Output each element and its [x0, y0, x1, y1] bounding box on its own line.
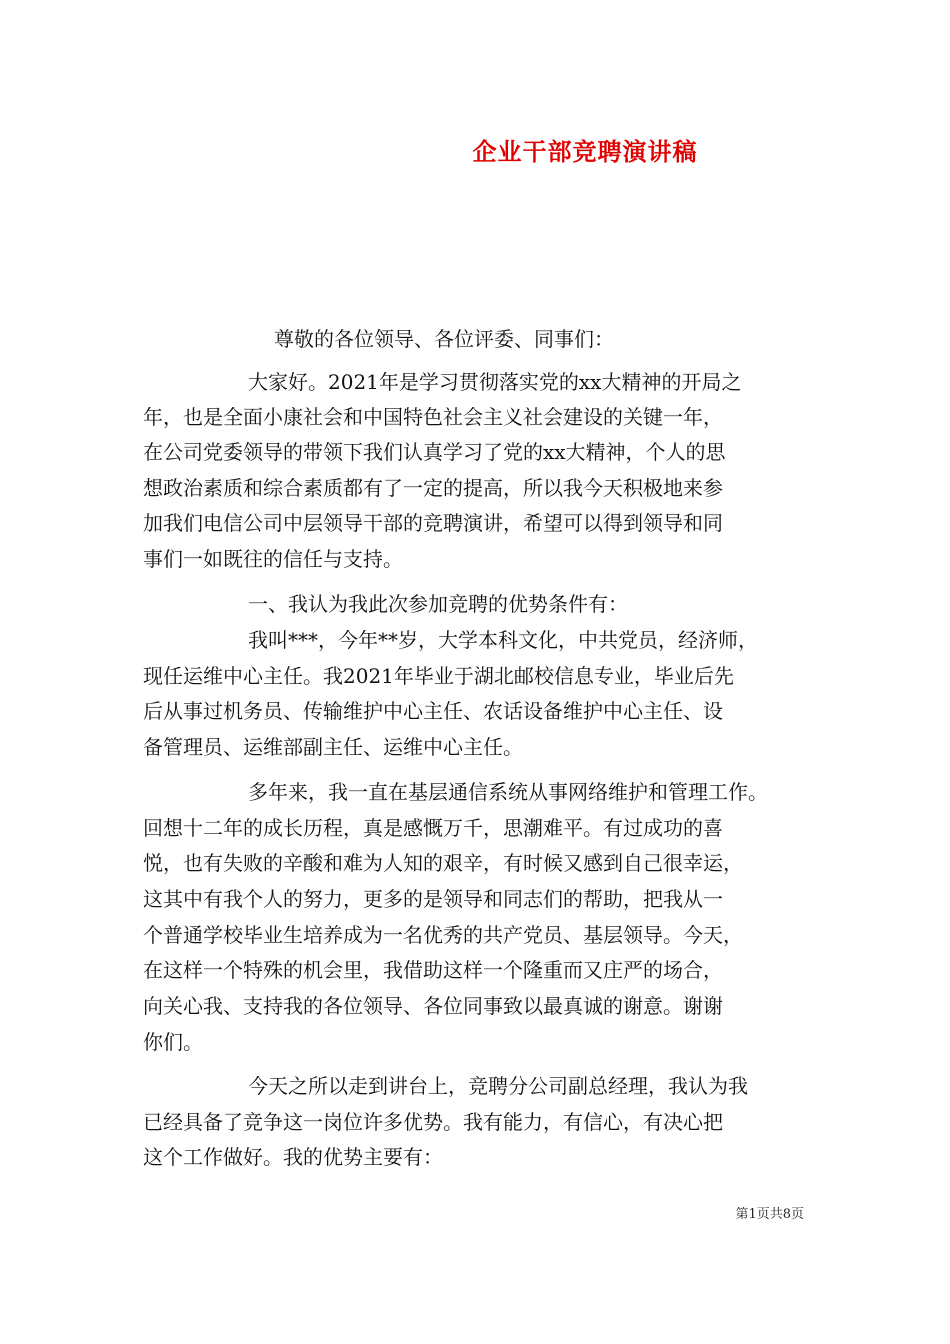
paragraph-line: 在这样一个特殊的机会里，我借助这样一个隆重而又庄严的场合， — [143, 958, 723, 982]
paragraph-line: 个普通学校毕业生培养成为一名优秀的共产党员、基层领导。今天， — [143, 923, 743, 947]
paragraph-line: 这其中有我个人的努力，更多的是领导和同志们的帮助，把我从一 — [143, 887, 723, 911]
paragraph-line: 现任运维中心主任。我2021年毕业于湖北邮校信息专业，毕业后先 — [143, 664, 734, 688]
paragraph-line: 已经具备了竞争这一岗位许多优势。我有能力，有信心，有决心把 — [143, 1110, 723, 1134]
paragraph-line: 事们一如既往的信任与支持。 — [143, 547, 403, 571]
paragraph-line: 在公司党委领导的带领下我们认真学习了党的xx大精神，个人的思 — [143, 440, 726, 464]
paragraph-line: 年，也是全面小康社会和中国特色社会主义社会建设的关键一年， — [143, 405, 723, 429]
paragraph-line: 想政治素质和综合素质都有了一定的提高，所以我今天积极地来参 — [143, 476, 723, 500]
paragraph-line: 备管理员、运维部副主任、运维中心主任。 — [143, 735, 523, 759]
paragraph-line: 我叫***，今年**岁，大学本科文化，中共党员，经济师， — [248, 628, 758, 652]
paragraph-line: 加我们电信公司中层领导干部的竞聘演讲，希望可以得到领导和同 — [143, 511, 723, 535]
paragraph-line: 回想十二年的成长历程，真是感慨万千，思潮难平。有过成功的喜 — [143, 816, 723, 840]
paragraph-line: 一、我认为我此次参加竞聘的优势条件有： — [248, 592, 628, 616]
document-title — [0, 132, 950, 167]
paragraph-line: 尊敬的各位领导、各位评委、同事们： — [274, 327, 614, 351]
paragraph-line: 大家好。2021年是学习贯彻落实党的xx大精神的开局之 — [248, 370, 742, 394]
paragraph-line: 后从事过机务员、传输维护中心主任、农话设备维护中心主任、设 — [143, 699, 723, 723]
paragraph-line: 这个工作做好。我的优势主要有： — [143, 1145, 443, 1169]
paragraph-line: 悦，也有失败的辛酸和难为人知的艰辛，有时候又感到自己很幸运， — [143, 851, 743, 875]
paragraph-line: 今天之所以走到讲台上，竞聘分公司副总经理，我认为我 — [248, 1074, 748, 1098]
paragraph-line: 多年来，我一直在基层通信系统从事网络维护和管理工作。 — [248, 780, 768, 804]
page-number: 第1页共8页 — [735, 1207, 804, 1222]
paragraph-line: 向关心我、支持我的各位领导、各位同事致以最真诚的谢意。谢谢 — [143, 994, 723, 1018]
document-title-text: 企业干部竞聘演讲稿 — [472, 137, 698, 166]
paragraph-line: 你们。 — [143, 1030, 203, 1054]
